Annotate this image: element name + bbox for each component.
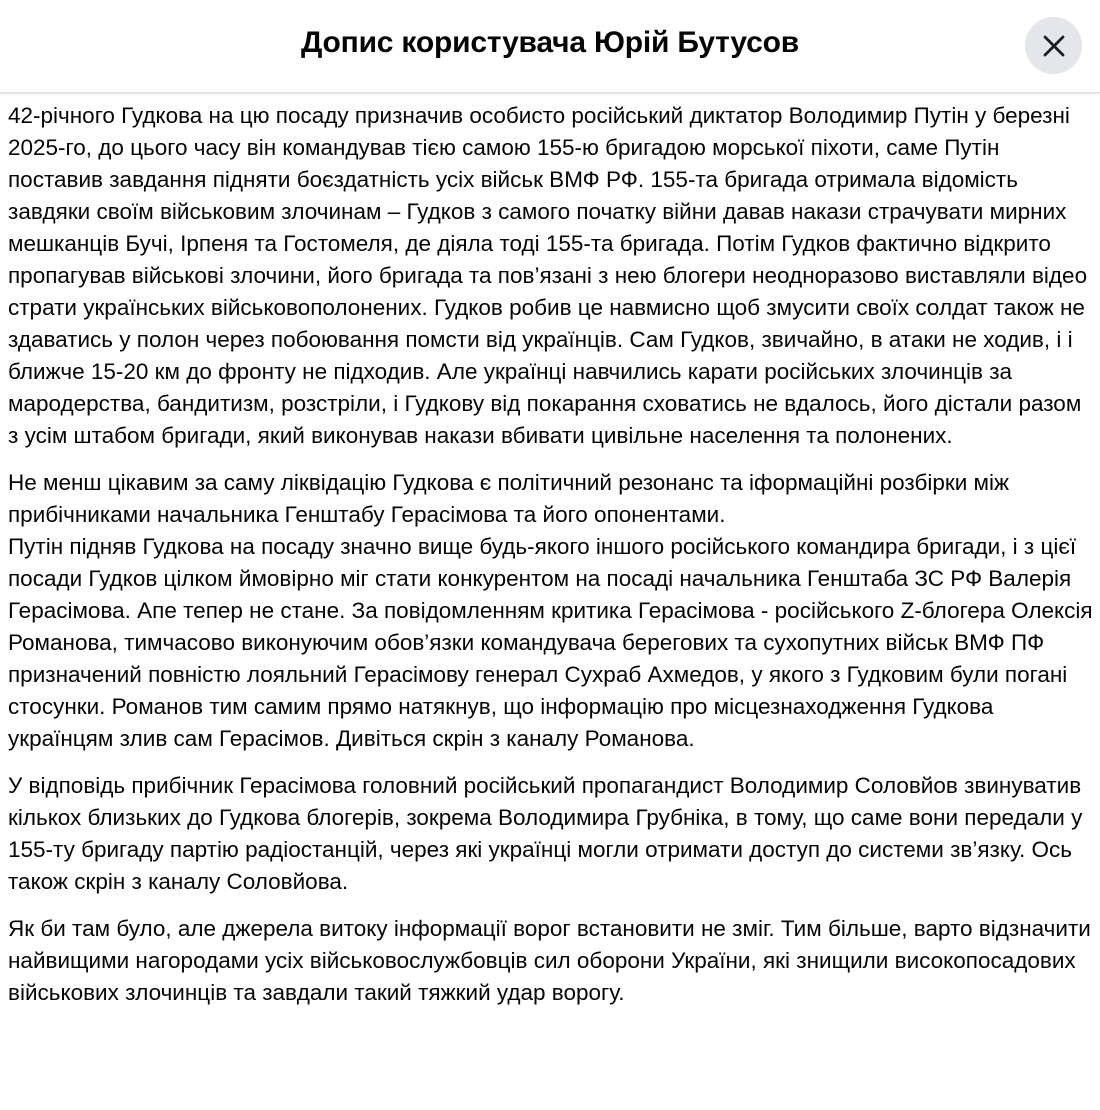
close-icon xyxy=(1042,34,1066,58)
post-paragraph: 42-річного Гудкова на цю посаду призначив особисто російський диктатор Володимир Путін у березні 2025-го, до цього часу він командував тією самою 155-ю бригадою морської піхоти, саме Путін поставив завдання підняти боєздатність усіх військ ВМФ РФ. 155-та бригада отримала відомість завдяки своїм військовим злочинам – Гудков з самого початку війни давав накази страчувати мирних мешканців Бучі, Ірпеня та Гостомеля, де діяла тоді 155-та бригада. Потім Гудков фактично відкрито пропагував військові злочини, його бригада та пов’язані з нею блогери неодноразово виставляли відео страти українських військовополонених. Гудков робив це навмисно щоб змусити своїх солдат також не здаватись у полон через побоювання помсти від українців. Сам Гудков, звичайно, в атаки не ходив, і і ближче 15-20 км до фронту не підходив. Але українці навчились карати російських злочинців за мародерства, бандитизм, розстріли, і Гудкову від покарання сховатись не вдалось, його дістали разом з усім штабом бригади, який виконував накази вбивати цивільне населення та полонених. xyxy=(8,103,1088,448)
post-paragraph: Не менш цікавим за саму ліквідацію Гудкова є політичний резонанс та іформаційні розбірки між прибічниками начальника Генштабу Герасімова та його опонентами. Путін підняв Гудкова на посаду значно вище будь-якого іншого російського командира бригади, і з цієї посади Гудков цілком ймовірно міг стати конкурентом на посаді начальника Генштаба ЗС РФ Валерія Герасімова. Апе тепер не стане. За повідомленням критика Герасімова - російського Z-блогера Олексія Романова, тимчасово виконуючим обов’язки командувача берегових та сухопутних військ ВМФ ПФ призначений повністю лояльний Герасімову генерал Сухраб Ахмедов, у якого з Гудковим були погані стосунки. Романов тим самим прямо натякнув, що інформацію про місцезнаходження Гудкова українцям злив сам Герасімов. Дивіться скрін з каналу Романова. xyxy=(8,470,1093,751)
close-button[interactable] xyxy=(1025,17,1082,74)
dialog-title: Допис користувача Юрій Бутусов xyxy=(300,26,799,59)
post-body xyxy=(8,100,1094,1024)
post-paragraph: Як би там було, але джерела витоку інформації ворог встановити не зміг. Тим більше, варто відзначити найвищими нагородами усіх військовослужбовців сил оборони України, які знищили високопосадових військових злочинців та завдали такий тяжкий удар ворогу. xyxy=(8,916,1091,1005)
post-paragraph: У відповідь прибічник Герасімова головний російський пропагандист Володимир Соловйов звинуватив кількох близьких до Гудкова блогерів, зокрема Володимира Грубніка, в тому, що саме вони передали у 155-ту бригаду партію радіостанцій, через які українці могли отримати доступ до системи зв’язку. Ось також скрін з каналу Соловйова. xyxy=(8,773,1083,894)
dialog-header xyxy=(0,0,1100,93)
